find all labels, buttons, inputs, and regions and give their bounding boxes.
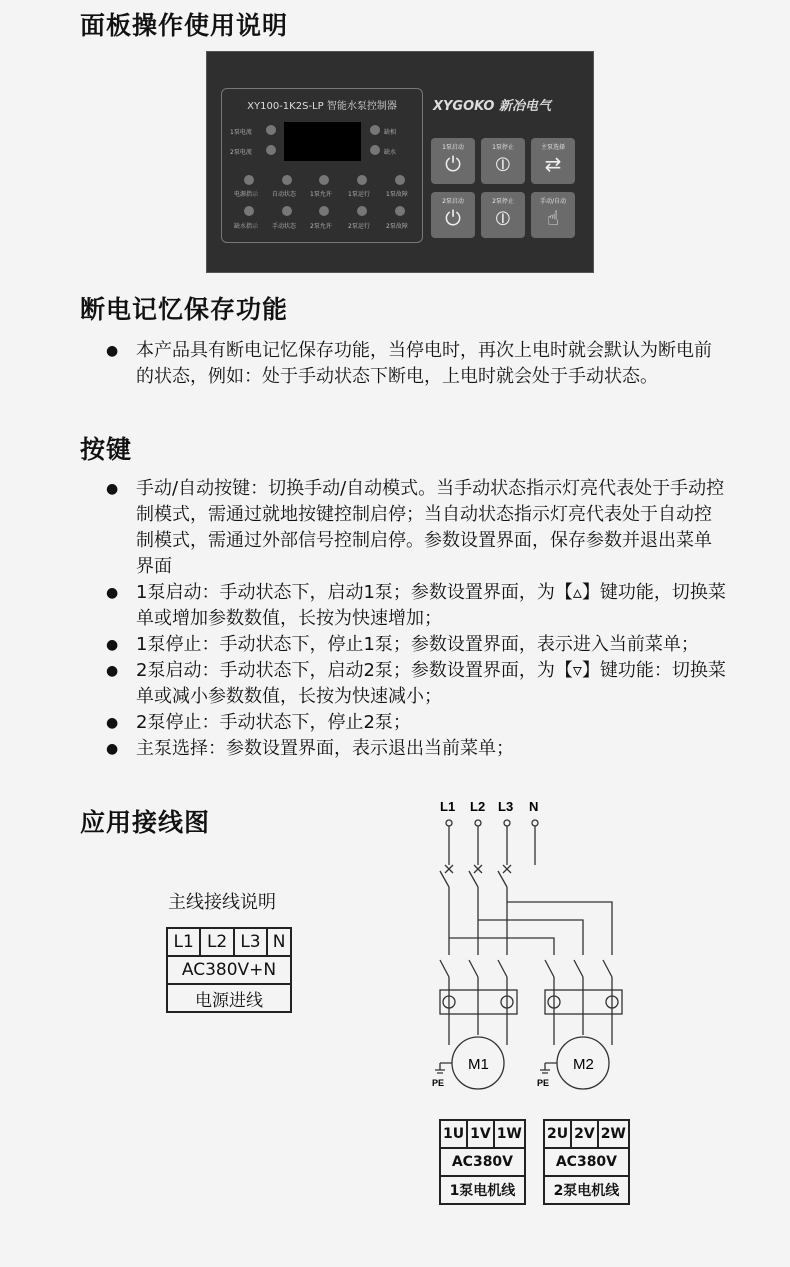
led <box>370 145 380 155</box>
led-label: 缺水 <box>384 149 397 156</box>
memory-list <box>106 338 726 390</box>
control-panel-image <box>206 51 594 273</box>
led-label: 缺相 <box>384 129 397 136</box>
section-title-keys: 按键 <box>80 435 133 464</box>
motor2-table: 2U 2V 2W AC380V 2泵电机线 <box>543 1119 630 1205</box>
led-label: 电源指示 <box>234 191 259 198</box>
list-item: ● 2泵启动：手动状态下，启动2泵；参数设置界面，为【▿】键功能：切换菜单或减小参数数值，长按为快速减小； <box>106 658 726 710</box>
main-pump-select-button: 主泵选择 ⇄ <box>531 138 575 184</box>
led-label: 1泵故障 <box>386 191 408 198</box>
switch-icon: ⇄ <box>544 152 562 176</box>
svg-text:L2: L2 <box>470 799 486 814</box>
model-label: XY100-1K2S-LP 智能水泵控制器 <box>247 101 397 112</box>
section-title-memory: 断电记忆保存功能 <box>80 295 289 324</box>
led-label: 自动状态 <box>272 191 297 198</box>
list-item: ● 1泵停止：手动状态下，停止1泵；参数设置界面，表示进入当前菜单； <box>106 632 726 658</box>
led <box>370 125 380 135</box>
led-label: 2泵运行 <box>348 223 370 230</box>
led-label: 2泵故障 <box>386 223 408 230</box>
indicator-area <box>221 88 423 243</box>
manual-auto-button: 手动/自动 ☝ <box>531 192 575 238</box>
led <box>266 145 276 155</box>
list-item: ● 1泵启动：手动状态下，启动1泵；参数设置界面，为【▵】键功能，切换菜单或增加参数数值，长按为快速增加； <box>106 580 726 632</box>
list-item: ● 2泵停止：手动状态下，停止2泵； <box>106 710 726 736</box>
list-item: ● 主泵选择：参数设置界面，表示退出当前菜单； <box>106 736 726 762</box>
pump1-stop-button: 1泵停止 ⦶ <box>481 138 525 184</box>
svg-text:PE: PE <box>432 1078 445 1088</box>
led <box>266 125 276 135</box>
stop-icon: ⦶ <box>495 152 511 176</box>
led-label: 1泵电流 <box>230 129 252 136</box>
led-label: 手动状态 <box>272 223 297 230</box>
pump2-stop-button: 2泵停止 ⦶ <box>481 192 525 238</box>
led-label: 缺水指示 <box>234 223 259 230</box>
motor1-table: 1U 1V 1W AC380V 1泵电机线 <box>439 1119 526 1205</box>
svg-text:N: N <box>529 799 539 814</box>
svg-text:M2: M2 <box>573 1056 594 1073</box>
list-item: ● 手动/自动按键：切换手动/自动模式。当手动状态指示灯亮代表处于手动控制模式，需通过就地按键控制启停；当自动状态指示灯亮代表处于自动控制模式，需通过外部信号控制启停。参数设置界面，保存参数并退出菜单界面 <box>106 476 726 580</box>
brand-logo: XYGOKO 新冶电气 <box>433 99 551 114</box>
section-title-panel: 面板操作使用说明 <box>80 11 289 40</box>
stop-icon: ⦶ <box>495 206 511 230</box>
led-label: 2泵允许 <box>310 223 332 230</box>
wiring-diagram <box>420 795 640 1095</box>
memory-text: ● 本产品具有断电记忆保存功能，当停电时，再次上电时就会默认为断电前的状态，例如：处于手动状态下断电，上电时就会处于手动状态。 <box>106 338 726 390</box>
led-label: 2泵电流 <box>230 149 252 156</box>
svg-text:L1: L1 <box>440 799 456 814</box>
section-title-wiring: 应用接线图 <box>80 808 211 837</box>
led-label: 1泵运行 <box>348 191 370 198</box>
led-label: 1泵允许 <box>310 191 332 198</box>
mains-title: 主线接线说明 <box>168 892 276 913</box>
power-icon: ⏻ <box>445 152 461 176</box>
lcd-display <box>284 122 361 161</box>
power-icon: ⏻ <box>445 206 461 230</box>
pump2-start-button: 2泵启动 ⏻ <box>431 192 475 238</box>
svg-text:L3: L3 <box>498 799 514 814</box>
pump1-start-button: 1泵启动 ⏻ <box>431 138 475 184</box>
mains-table: L1 L2 L3 N AC380V+N 电源进线 <box>166 927 292 1013</box>
hand-icon: ☝ <box>546 206 560 230</box>
keys-list <box>106 476 726 762</box>
svg-text:PE: PE <box>537 1078 550 1088</box>
svg-text:M1: M1 <box>468 1056 489 1073</box>
